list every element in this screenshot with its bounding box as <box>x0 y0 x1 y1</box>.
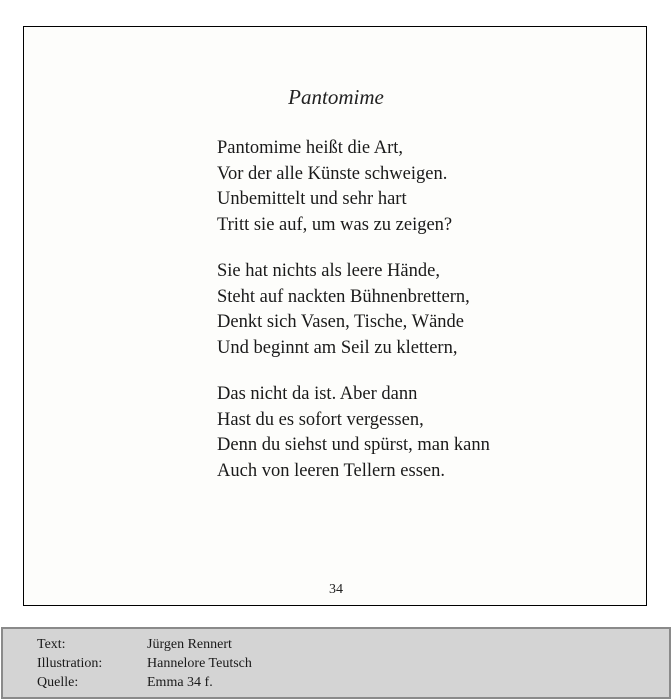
poem-line: Hast du es sofort vergessen, <box>217 409 424 430</box>
credit-label: Illustration: <box>37 656 103 671</box>
credit-row-illustration <box>3 656 669 675</box>
credits-panel <box>1 627 671 699</box>
stanza <box>217 136 637 238</box>
page-number: 34 <box>329 582 343 597</box>
poem-line: Tritt sie auf, um was zu zeigen? <box>217 214 453 235</box>
poem-body <box>217 136 637 505</box>
poem-line: Denkt sich Vasen, Tische, Wände <box>217 312 464 332</box>
credit-label: Quelle: <box>37 675 79 690</box>
poem-line: Und beginnt am Seil zu klettern, <box>217 337 458 358</box>
credit-value: Hannelore Teutsch <box>147 656 252 671</box>
credit-label: Text: <box>37 637 66 652</box>
poem-line: Sie hat nichts als leere Hände, <box>217 261 440 281</box>
poem-line: Pantomime heißt die Art, <box>217 138 404 158</box>
poem-line: Auch von leeren Tellern essen. <box>217 460 445 481</box>
poem-line: Unbemittelt und sehr hart <box>217 189 407 209</box>
poem-title: Pantomime <box>288 85 384 109</box>
poem-line: Denn du siehst und spürst, man kann <box>217 435 490 455</box>
stanza <box>217 382 637 484</box>
poem-line: Das nicht da ist. Aber dann <box>217 384 418 404</box>
poem-line: Vor der alle Künste schweigen. <box>217 163 448 184</box>
credit-value: Emma 34 f. <box>147 675 213 690</box>
poem-line: Steht auf nackten Bühnenbrettern, <box>217 286 470 307</box>
credit-row-source <box>3 675 669 694</box>
credit-row-text <box>3 637 669 656</box>
stanza <box>217 259 637 361</box>
credit-value: Jürgen Rennert <box>147 637 232 652</box>
